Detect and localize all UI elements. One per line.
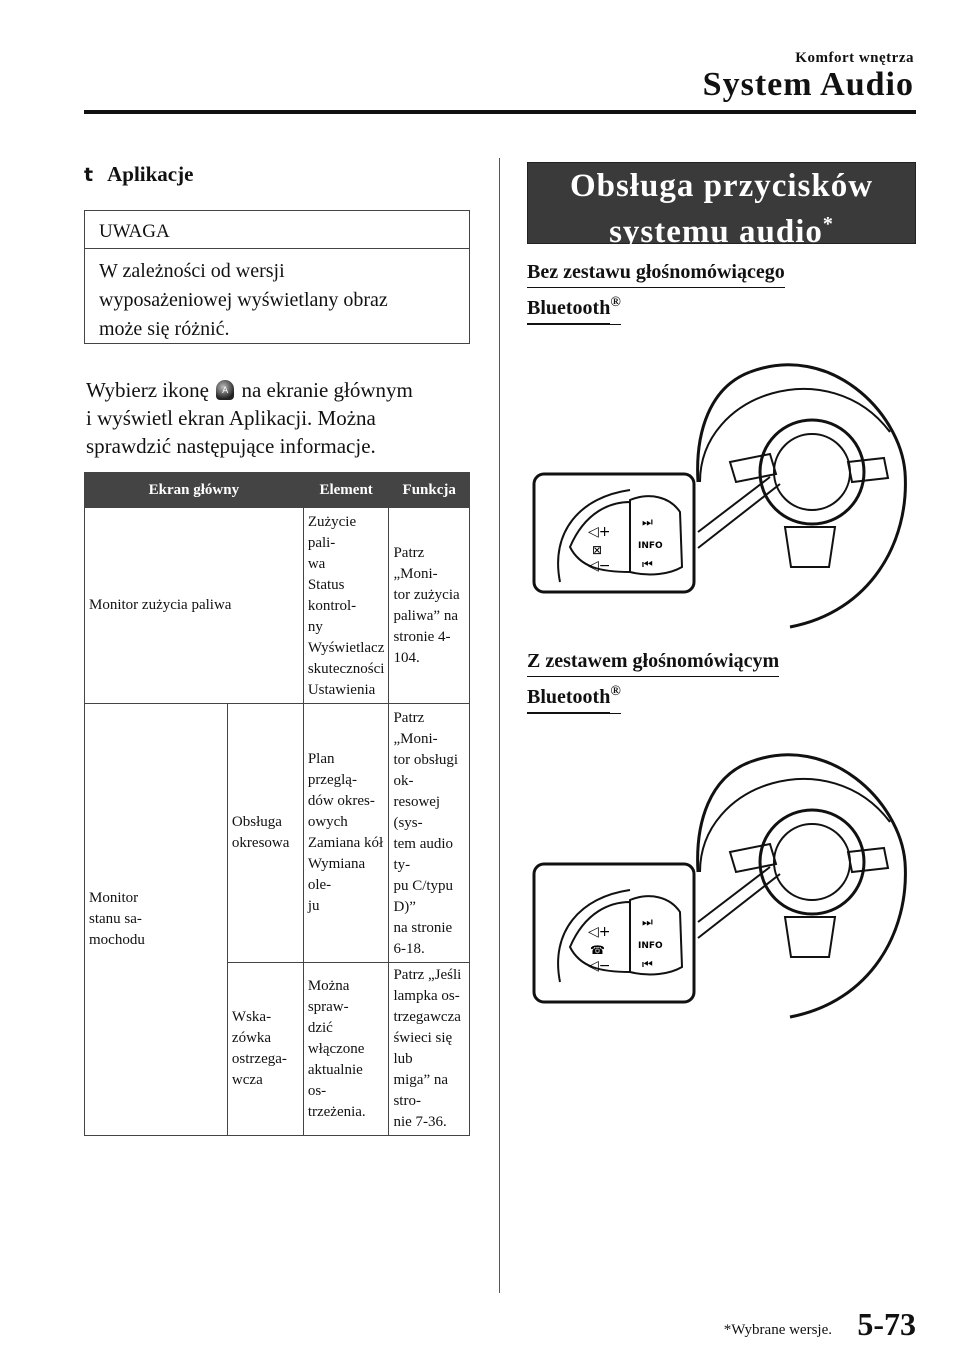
table-row (85, 704, 470, 963)
cell-line: dzić włączone (307, 1019, 365, 1057)
table-cell: Monitor zużycia paliwa (85, 508, 304, 704)
cell-line: Patrz „Moni- (393, 710, 438, 747)
voice-talk-icon: ☎ (590, 943, 605, 957)
note-box (84, 210, 470, 344)
volume-up-icon: ◁+ (588, 524, 611, 540)
cell-line: ju (307, 898, 320, 914)
cell-line: świeci się lub (393, 1030, 453, 1067)
note-line: może się różnić. (99, 318, 230, 340)
volume-down-icon: ◁− (588, 558, 611, 574)
cell-line: 6-18. (393, 941, 425, 957)
cell-line: Patrz „Moni- (393, 544, 438, 582)
steering-wheel-illustration (530, 352, 920, 632)
intro-text: sprawdzić następujące informacje. (86, 434, 376, 458)
table-cell (389, 508, 470, 704)
previous-track-icon: ⏮ (642, 557, 653, 571)
cell-line: Ustawienia (307, 682, 376, 698)
subheading-without-handsfree (527, 257, 785, 325)
subheading-line: Bluetooth (527, 293, 610, 324)
cell-line: Wska- (231, 1009, 272, 1025)
steering-wheel-handsfree-illustration (530, 742, 920, 1022)
cell-line: okresowa (231, 835, 290, 851)
table-cell (389, 963, 470, 1136)
chapter-title: Komfort wnętrza (795, 50, 914, 66)
cell-line: dów okres- (307, 793, 375, 809)
table-row (85, 508, 470, 704)
cell-line: Wyświetlacz (307, 640, 385, 656)
subheading-with-handsfree (527, 646, 779, 714)
cell-line: miga” na stro- (393, 1072, 449, 1109)
next-track-icon: ⏭ (642, 515, 653, 529)
footer-note: *Wybrane wersje. (723, 1322, 832, 1338)
table-cell (227, 704, 303, 963)
note-body (85, 249, 469, 352)
cell-line: aktualnie os- (307, 1061, 363, 1099)
cell-line: tor zużycia (393, 586, 460, 603)
cell-line: Status kontrol- (307, 577, 357, 614)
cell-line: mochodu (89, 932, 145, 948)
previous-track-icon: ⏮ (642, 957, 653, 971)
table-cell (303, 704, 389, 963)
audio-buttons-heading-box (527, 162, 916, 250)
cell-line: paliwa” na (393, 607, 459, 624)
cell-line: ostrzega- (231, 1051, 287, 1067)
optional-marker: * (822, 213, 834, 235)
cell-line: Plan przeglą- (307, 751, 357, 788)
table-header: Ekran główny (85, 473, 304, 508)
table-cell (227, 963, 303, 1136)
cell-line: owych (307, 814, 348, 830)
bullet-marker: t (84, 164, 94, 186)
applications-table (84, 472, 470, 1136)
cell-line: Monitor (89, 890, 139, 906)
cell-line: nie 7-36. (393, 1114, 447, 1130)
volume-up-icon: ◁+ (588, 924, 611, 940)
next-track-icon: ⏭ (642, 915, 653, 929)
heading-line: Obsługa przycisków (569, 168, 874, 204)
cell-line: zówka (231, 1030, 272, 1046)
note-heading: UWAGA (85, 211, 469, 249)
cell-line: tem audio ty- (393, 836, 454, 873)
applications-heading (84, 162, 193, 187)
cell-line: ny (307, 619, 323, 635)
cell-line: Obsługa (231, 814, 282, 830)
cell-line: wa (307, 556, 326, 572)
section-title-header: System Audio (702, 66, 914, 103)
info-button-label: INFO (638, 941, 663, 951)
page-number: 5-73 (857, 1306, 916, 1342)
info-button-label: INFO (638, 541, 663, 551)
cell-line: stanu sa- (89, 911, 142, 927)
cell-line: stronie 4-104. (393, 628, 451, 666)
applications-title: Aplikacje (107, 162, 194, 186)
cell-line: lampka os- (393, 988, 460, 1004)
column-divider (499, 158, 500, 1293)
intro-text: i wyświetl ekran Aplikacji. Można (86, 406, 376, 430)
mute-icon: ⊠ (592, 543, 603, 557)
cell-line: tor obsługi ok- (393, 752, 459, 789)
table-cell (303, 508, 389, 704)
table-cell (303, 963, 389, 1136)
note-line: W zależności od wersji (99, 260, 285, 282)
cell-line: Wymiana ole- (307, 856, 366, 893)
table-header: Element (303, 473, 389, 508)
header-rule (84, 110, 916, 114)
intro-paragraph (86, 376, 486, 460)
cell-line: Zużycie pali- (307, 514, 357, 551)
cell-line: Zamiana kół (307, 835, 384, 851)
cell-line: wcza (231, 1072, 263, 1088)
cell-line: trzeżenia. (307, 1103, 366, 1120)
table-cell (85, 704, 228, 1136)
cell-line: pu C/typu D)” (393, 878, 454, 915)
intro-text: na ekranie głównym (241, 378, 413, 402)
cell-line: trzegawcza (393, 1009, 461, 1025)
table-cell (389, 704, 470, 963)
cell-line: Można spraw- (307, 977, 350, 1015)
cell-line: na stronie (393, 920, 453, 936)
table-header: Funkcja (389, 473, 470, 508)
cell-line: skuteczności (307, 661, 385, 677)
cell-line: Patrz „Jeśli (393, 967, 462, 983)
apps-icon: A (216, 380, 234, 400)
subheading-line: Z zestawem głośnomówiącym (527, 646, 779, 677)
table-header-row (85, 473, 470, 508)
cell-line: resowej (sys- (393, 794, 441, 831)
note-line: wyposażeniowej wyświetlany obraz (99, 289, 388, 311)
registered-mark: ® (610, 684, 621, 699)
subheading-line: Bluetooth (527, 682, 610, 713)
registered-mark: ® (610, 295, 621, 310)
volume-down-icon: ◁− (588, 958, 611, 974)
heading-line: systemu audio (609, 214, 823, 250)
subheading-line: Bez zestawu głośnomówiącego (527, 257, 785, 288)
intro-text: Wybierz ikonę (86, 378, 209, 402)
